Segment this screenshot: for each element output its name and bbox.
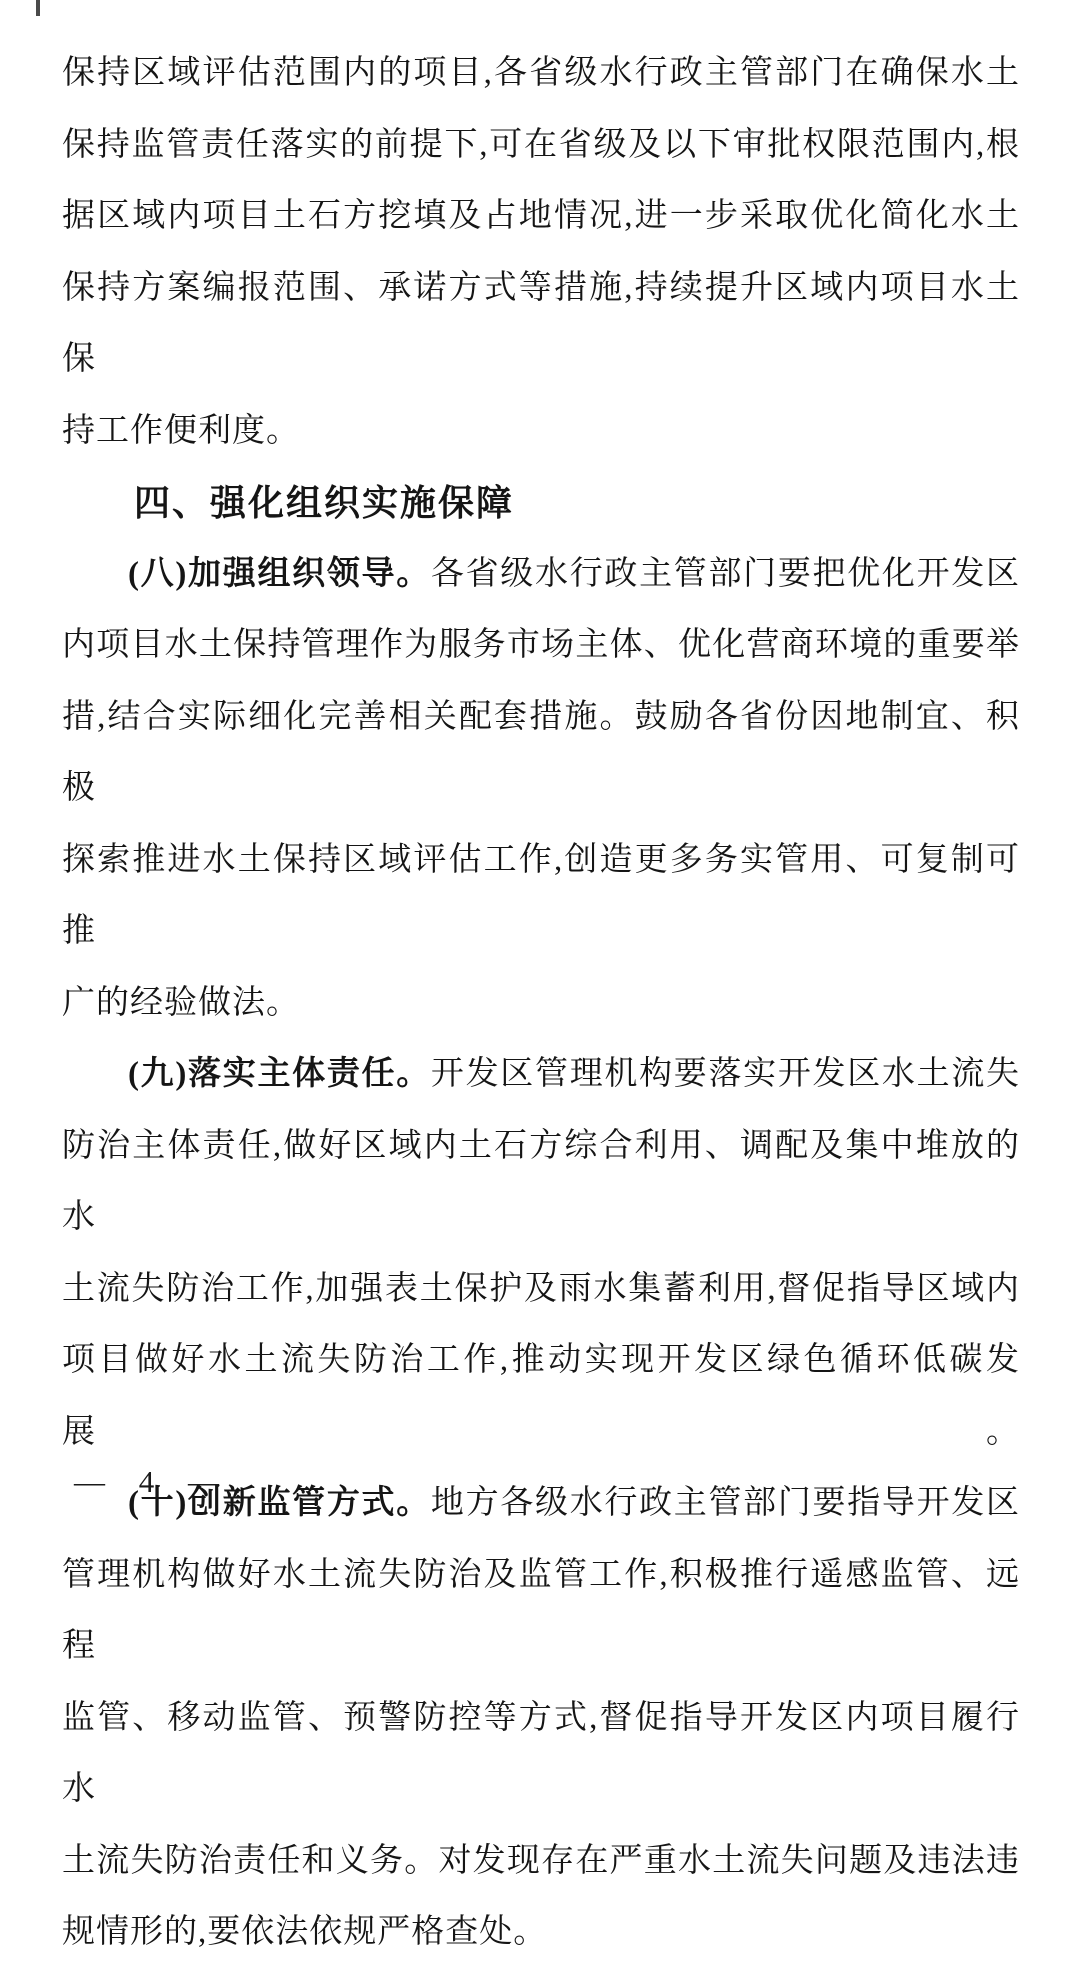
body-line: 持工作便利度。: [62, 412, 300, 449]
paragraph-lead: (十)创新监管方式。: [128, 1485, 431, 1521]
paragraph-lead-rest: 各省级水行政主管部门要把优化开发区: [430, 555, 1021, 592]
body-line: 保持监管责任落实的前提下,可在省级及以下审批权限范围内,根: [62, 126, 1020, 163]
body-line: 土流失防治工作,加强表土保护及雨水集蓄利用,督促指导区域内: [62, 1270, 1020, 1307]
paragraph-lead: (八)加强组织领导。: [128, 555, 431, 592]
paragraph-item-10: [62, 1468, 1020, 1969]
body-line: [62, 539, 1020, 611]
body-line: 监管、移动监管、预警防控等方式,督促指导开发区内项目履行水: [62, 1699, 1020, 1807]
document-body: [62, 38, 1020, 1969]
body-line: 土流失防治责任和义务。对发现存在严重水土流失问题及违法违: [62, 1842, 1020, 1879]
body-line: 管理机构做好水土流失防治及监管工作,积极推行遥感监管、远程: [62, 1556, 1020, 1664]
paragraph-item-8: [62, 539, 1020, 1040]
paragraph-lead-rest: 地方各级水行政主管部门要指导开发区: [430, 1485, 1021, 1521]
section-heading: 四、强化组织实施保障: [134, 482, 515, 523]
scan-artifact: [36, 0, 40, 16]
body-line: 保持区域评估范围内的项目,各省级水行政主管部门在确保水土: [62, 55, 1020, 91]
body-line: 探索推进水土保持区域评估工作,创造更多务实管用、可复制可推: [62, 841, 1020, 949]
page-number: — 4 —: [74, 1464, 221, 1499]
paragraph-item-9: [62, 1039, 1020, 1468]
paragraph-continuation: [62, 38, 1020, 467]
body-line: 规情形的,要依法依规严格查处。: [62, 1914, 548, 1950]
body-line: 据区域内项目土石方挖填及占地情况,进一步采取优化简化水土: [62, 198, 1020, 234]
paragraph-lead-rest: 开发区管理机构要落实开发区水土流失: [430, 1056, 1021, 1092]
body-line: 项目做好水土流失防治工作,推动实现开发区绿色循环低碳发展。: [62, 1342, 1020, 1450]
body-line: 措,结合实际细化完善相关配套措施。鼓励各省份因地制宜、积极: [62, 698, 1020, 806]
body-line: 防治主体责任,做好区域内土石方综合利用、调配及集中堆放的水: [62, 1127, 1020, 1235]
paragraph-lead: (九)落实主体责任。: [128, 1056, 431, 1092]
body-line: 广的经验做法。: [62, 984, 300, 1021]
body-line: 保持方案编报范围、承诺方式等措施,持续提升区域内项目水土保: [62, 269, 1020, 377]
body-line: [62, 1039, 1020, 1111]
body-line: 内项目水土保持管理作为服务市场主体、优化营商环境的重要举: [62, 627, 1020, 663]
